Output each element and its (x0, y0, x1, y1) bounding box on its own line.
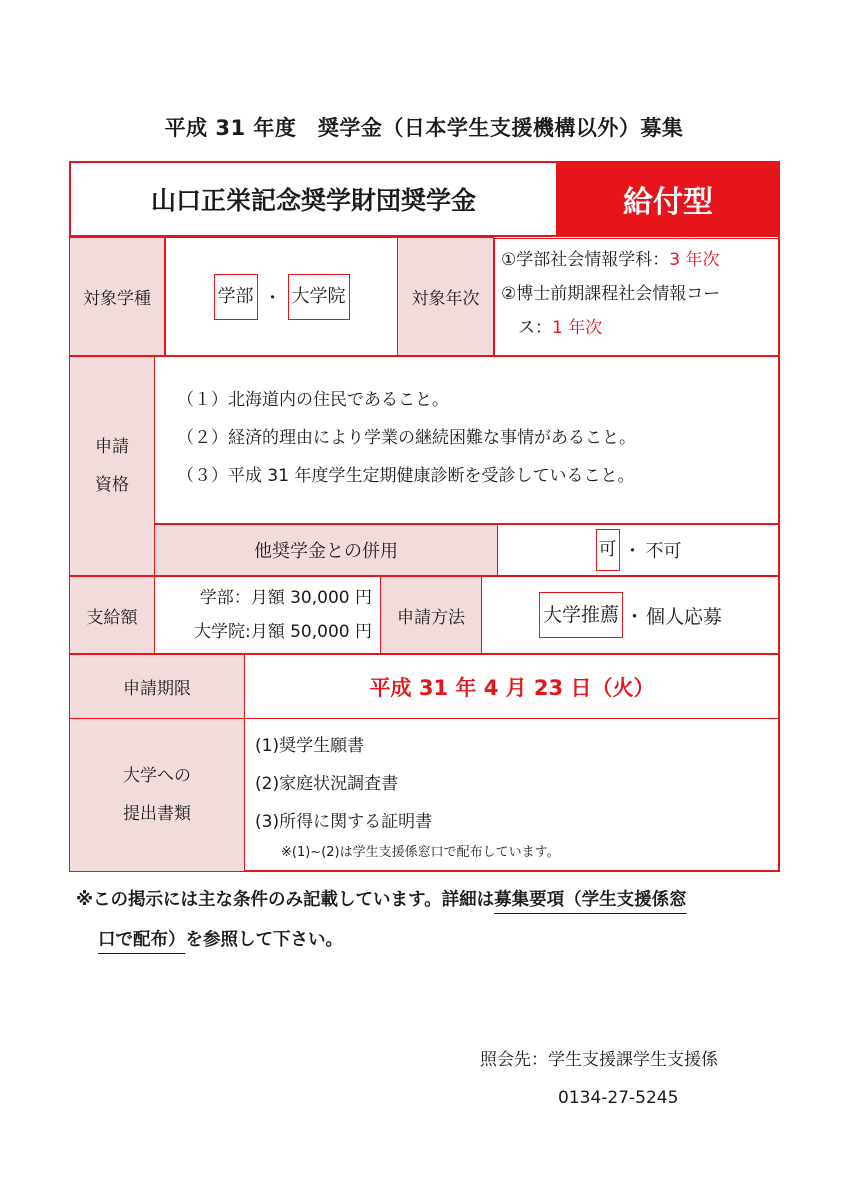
contact-phone: 0134-27-5245 (558, 1088, 679, 1108)
method-value (481, 576, 780, 654)
concurrent-yes: 可 (596, 529, 620, 571)
documents-label (69, 718, 245, 872)
footnote-part-1: ※この掲示には主な条件のみ記載しています。詳細は (76, 890, 495, 910)
target-course-value (165, 237, 398, 356)
amount-graduate: 大学院:月額 50,000 円 (193, 622, 372, 642)
footnote (76, 880, 796, 960)
document-item: (3)所得に関する証明書 (255, 812, 433, 832)
footnote-part-4: を参照して下さい。 (185, 930, 343, 950)
target-year-label: 対象年次 (397, 237, 494, 356)
course-graduate: 大学院 (288, 274, 350, 320)
concurrent-value (497, 524, 780, 576)
deadline-value: 平成 31 年 4 月 23 日（火） (244, 654, 780, 719)
qualification-item: （２）経済的理由により学業の継続困難な事情があること。 (177, 428, 636, 448)
year-line-1-year: 3 年次 (669, 250, 720, 270)
year-line-3 (501, 311, 773, 345)
target-course-label: 対象学種 (69, 237, 165, 356)
concurrent-separator: ・ (623, 541, 642, 562)
footnote-guidelines-link-1: 募集要項（学生支援係窓 (494, 890, 687, 910)
year-line-1-text: ①学部社会情報学科： (501, 250, 670, 270)
course-separator: ・ (263, 287, 282, 309)
deadline-label: 申請期限 (69, 654, 245, 719)
qualification-list (154, 356, 780, 524)
documents-label-2: 提出書類 (123, 804, 191, 824)
contact-label: 照会先：学生支援課学生支援係 (480, 1050, 718, 1070)
method-label: 申請方法 (380, 576, 482, 654)
footnote-guidelines-link-2: 口で配布） (98, 930, 186, 950)
scholarship-name: 山口正栄記念奨学財団奨学金 (69, 161, 558, 237)
method-individual: 個人応募 (646, 605, 723, 628)
year-line-1 (501, 243, 773, 277)
course-undergrad: 学部 (214, 274, 258, 320)
documents-list (244, 718, 780, 872)
documents-note: ※(1)~(2)は学生支援係窓口で配布しています。 (281, 845, 560, 860)
documents-label-1: 大学への (123, 766, 191, 786)
amount-label: 支給額 (69, 576, 155, 654)
concurrent-label: 他奨学金との併用 (154, 524, 498, 576)
qualification-label-2: 資格 (95, 475, 129, 495)
document-item: (1)奨学生願書 (255, 736, 365, 756)
qualification-item: （１）北海道内の住民であること。 (177, 390, 449, 410)
qualification-label (69, 356, 155, 576)
year-line-3-year: 1 年次 (552, 318, 603, 338)
document-item: (2)家庭状況調査書 (255, 774, 399, 794)
method-separator: ・ (624, 605, 644, 628)
qualification-label-1: 申請 (95, 437, 129, 457)
year-line-2: ②博士前期課程社会情報コー (501, 284, 721, 304)
concurrent-no: 不可 (645, 541, 682, 562)
scholarship-type-badge: 給付型 (556, 161, 780, 237)
year-line-3-text: ス： (501, 318, 552, 338)
target-year-value (494, 238, 780, 356)
method-university-recommendation: 大学推薦 (539, 592, 623, 638)
page-title: 平成 31 年度 奨学金（日本学生支援機構以外）募集 (164, 116, 684, 140)
qualification-item: （３）平成 31 年度学生定期健康診断を受診していること。 (177, 466, 635, 486)
amount-undergrad: 学部：月額 30,000 円 (199, 588, 372, 608)
amount-value (154, 576, 381, 654)
